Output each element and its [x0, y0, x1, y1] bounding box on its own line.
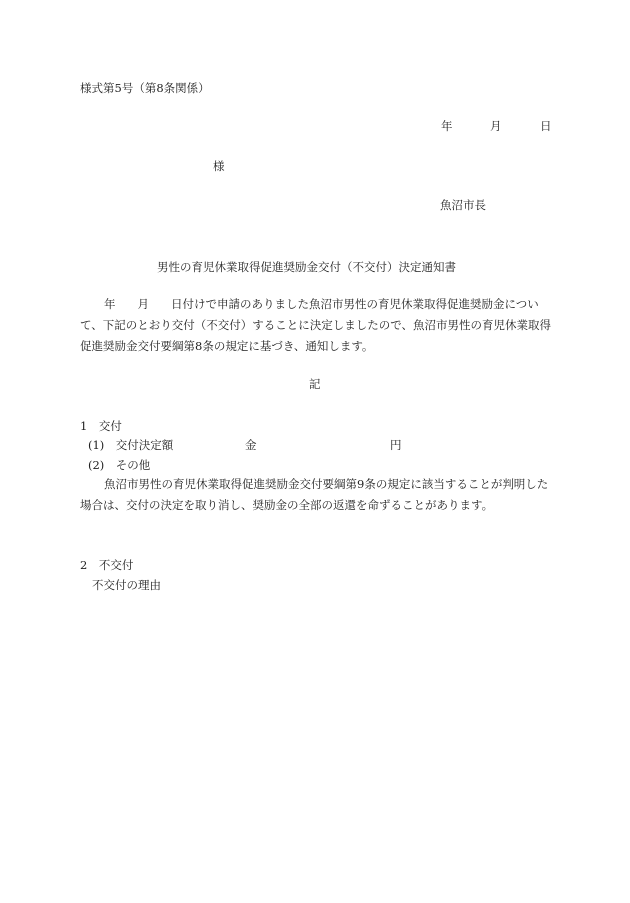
date-year: 年 — [441, 119, 453, 133]
intro-year: 年 — [104, 297, 116, 311]
ki-heading: 記 — [309, 377, 321, 391]
intro-paragraph — [80, 294, 554, 357]
section1-heading: 1 交付 — [80, 419, 122, 433]
grant-amount-kin: 金 — [245, 438, 257, 452]
intro-month: 月 — [137, 297, 149, 311]
grant-amount-label: (1) 交付決定額 — [88, 438, 174, 452]
other-label: (2) その他 — [88, 458, 151, 472]
document-title: 男性の育児休業取得促進奨励金交付（不交付）決定通知書 — [157, 260, 456, 274]
recipient-honorific: 様 — [213, 159, 225, 173]
grant-amount-en: 円 — [390, 438, 402, 452]
date-day: 日 — [540, 119, 552, 133]
non-grant-reason-label: 不交付の理由 — [92, 578, 161, 592]
other-text: 魚沼市男性の育児休業取得促進奨励金交付要綱第9条の規定に該当することが判明した場合は、交付の決定を取り消し、奨励金の全部の返還を命ずることがあります。 — [80, 477, 549, 512]
form-label: 様式第5号（第8条関係） — [80, 81, 210, 95]
section2-heading: 2 不交付 — [80, 558, 134, 572]
issuer: 魚沼市長 — [440, 198, 486, 212]
date-month: 月 — [490, 119, 502, 133]
intro-text: 日付けで申請のありました魚沼市男性の育児休業取得促進奨励金について、下記のとおり交付（不交付）することに決定しましたので、魚沼市男性の育児休業取得促進奨励金交付要綱第8条の規定に基づき、通知します。 — [80, 297, 552, 353]
